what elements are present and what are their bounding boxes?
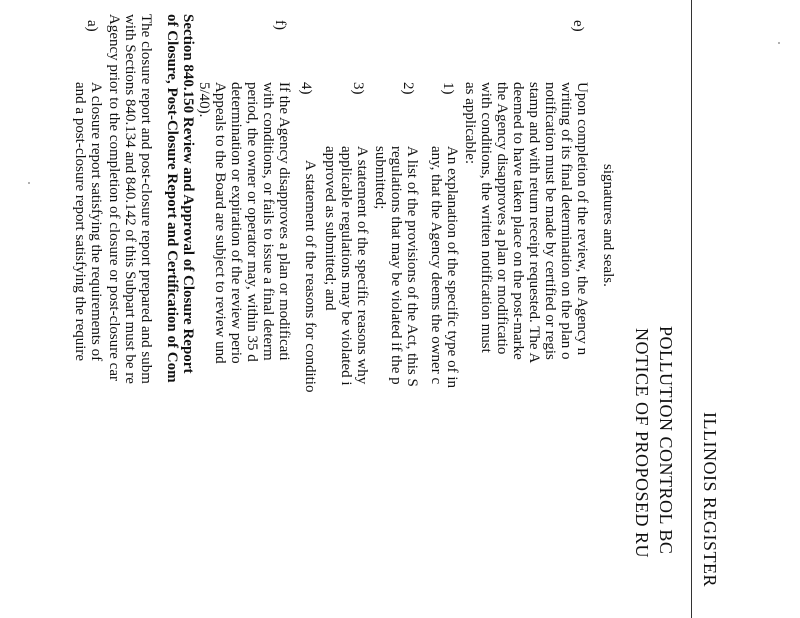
subitem-3-text [322,146,370,386]
scan-speck [778,42,780,44]
item-f-line: 5/40). [196,82,212,118]
item-a-text [72,82,104,361]
item-e-line: Upon completion of the review, the Agency n [574,82,590,356]
subitem-3-marker: 3) [350,82,366,95]
section-paragraph [106,14,154,384]
subitem-line: approved as submitted; and [322,146,338,311]
subitem-1-marker: 1) [440,82,456,95]
item-a-marker: a) [84,20,100,32]
item-e-line: deemed to have taken place on the post-marke [510,82,526,360]
item-e-text [462,82,590,363]
subitem-line: A statement of the reasons for conditio [302,160,318,393]
item-e-line: notification must be made by certified or regis [542,82,558,360]
subitem-line: regulations that may be violated if the p [388,146,404,385]
board-header: POLLUTION CONTROL BC [656,326,676,555]
item-a-line: and a post-closure report satisfying the require [72,82,88,362]
notice-header: NOTICE OF PROPOSED RU [632,328,652,559]
section-heading [164,14,196,383]
item-f-line: Appeals to the Board are subject to review und [212,82,228,364]
subitem-4-marker: 4) [298,82,314,95]
item-e-line: as applicable: [462,82,478,165]
subitem-line: any, that the Agency deems the owner c [428,146,444,385]
subitem-line: An explanation of the specific type of in [444,146,460,389]
subitem-line: A statement of the specific reasons why [354,146,370,385]
section-heading-line: of Closure, Post-Closure Report and Certification of Com [164,14,180,383]
subitem-line: A list of the provisions of the Act, this S [404,146,420,387]
item-e-marker: e) [570,20,586,32]
subitem-1-text [428,146,460,388]
item-f-line: determination or expiration of the review perio [228,82,244,364]
subitem-4-text [302,160,318,392]
section-paragraph-line: The closure report and post-closure report prepared and subm [138,14,154,384]
item-f-line: with conditions, or fails to issue a final determ [260,82,276,361]
subitem-line: submitted; [372,146,388,210]
section-paragraph-line: with Sections 840.134 and 840.142 of this Subpart must be re [122,14,138,384]
item-e-line: the Agency disapproves a plan or modificatio [494,82,510,355]
subitem-2-text [372,146,420,387]
item-f-text [196,82,292,364]
scan-speck [28,182,30,184]
item-f-line: period, the owner or operator may, within 35 d [244,82,260,362]
item-e-line: writing of its final determination on the plan o [558,82,574,360]
subitem-line: applicable regulations may be violated i [338,146,354,386]
register-header: ILLINOIS REGISTER [700,412,720,587]
item-f-marker: f) [272,20,288,30]
item-e-line: stamp and with return receipt requested. The A [526,82,542,364]
continuation-text: signatures and seals. [600,164,616,287]
subitem-2-marker: 2) [400,82,416,95]
item-e-line: with conditions, the written notification must [478,82,494,353]
section-paragraph-line: Agency prior to the completion of closure or post-closure car [106,14,122,381]
header-rule [691,0,692,618]
item-f-line: If the Agency disapproves a plan or modificati [276,82,292,361]
item-a-line: A closure report satisfying the requirements of [88,82,104,362]
section-heading-line: Section 840.150 Review and Approval of Closure Report [180,14,196,374]
